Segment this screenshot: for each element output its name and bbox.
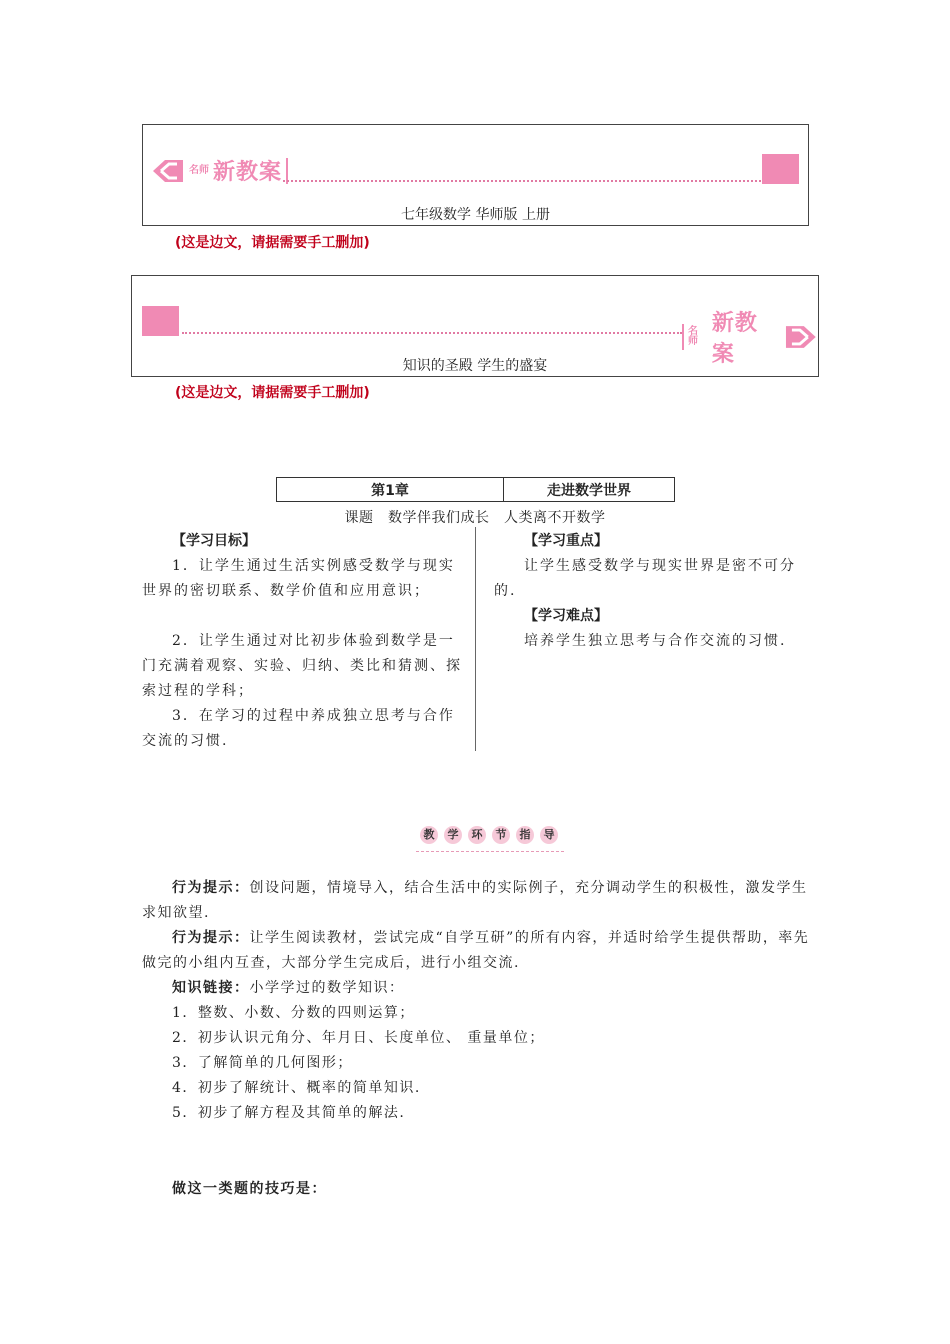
column-divider [475, 527, 476, 751]
tip-paragraph [142, 926, 810, 976]
knowledge-item: 3．了解简单的几何图形； [172, 1055, 353, 1071]
header-subtitle: 七年级数学 华师版 上册 [401, 207, 550, 223]
skill-prompt: 做这一类题的技巧是： [172, 1181, 327, 1197]
knowledge-item: 1．整数、小数、分数的四则运算； [172, 1005, 415, 1021]
knowledge-paragraph [142, 976, 810, 1001]
tip-text: 让学生阅读教材，尝试完成“自学互研”的所有内容，并适时给学生提供帮助，率先做完的小组内互查，大部分学生完成后，进行小组交流. [142, 930, 810, 971]
knowledge-item: 2．初步认识元角分、年月日、长度单位、 重量单位； [172, 1030, 545, 1046]
tips-section [142, 876, 810, 1126]
focus-text: 让学生感受数学与现实世界是密不可分的. [494, 558, 796, 599]
badge-char: 学 [444, 826, 462, 844]
logo-title: 新教案 [711, 311, 758, 367]
knowledge-item: 5．初步了解方程及其简单的解法. [172, 1105, 406, 1121]
tip-text: 创设问题，情境导入，结合生活中的实际例子，充分调动学生的积极性，激发学生求知欲望. [142, 880, 808, 921]
lesson-title: 课题 数学伴我们成长 人类离不开数学 [344, 510, 606, 526]
badge-underline [416, 851, 564, 852]
logo-small-text: 名师 [189, 164, 209, 176]
header-box-1 [142, 124, 809, 226]
difficulty-heading: 【学习难点】 [524, 608, 608, 624]
objectives-column [142, 529, 468, 754]
objectives-heading: 【学习目标】 [172, 533, 256, 549]
focus-heading: 【学习重点】 [524, 533, 608, 549]
objective-item: 1．让学生通过生活实例感受数学与现实世界的密切联系、数学价值和应用意识； [142, 558, 455, 599]
chapter-table [276, 477, 675, 502]
logo-mark-icon [151, 158, 185, 184]
badge-char: 教 [420, 826, 438, 844]
header-subtitle: 知识的圣殿 学生的盛宴 [402, 358, 548, 374]
logo-small-text: 名师 [687, 326, 698, 347]
tip-paragraph [142, 876, 810, 926]
focus-column [494, 529, 812, 654]
chapter-title: 走进数学世界 [547, 482, 631, 499]
badge-char: 环 [468, 826, 486, 844]
dotted-rule [182, 332, 682, 334]
logo-divider [682, 324, 684, 350]
margin-note: (这是边文，请据需要手工删加) [175, 385, 370, 401]
badge-char: 指 [516, 826, 534, 844]
brand-logo [151, 155, 288, 186]
pink-block [762, 154, 799, 184]
logo-title: 新教案 [213, 160, 283, 185]
knowledge-label: 知识链接： [172, 980, 250, 996]
header-box-2 [131, 275, 819, 377]
chapter-number: 第1章 [277, 478, 504, 501]
knowledge-item: 4．初步了解统计、概率的简单知识. [172, 1080, 421, 1096]
margin-note: (这是边文，请据需要手工删加) [175, 235, 370, 251]
badge-char: 导 [540, 826, 558, 844]
difficulty-text: 培养学生独立思考与合作交流的习惯. [524, 633, 787, 649]
tip-label: 行为提示： [172, 880, 250, 896]
logo-mark-icon [784, 324, 818, 350]
pink-block [142, 306, 179, 336]
objective-item: 3．在学习的过程中养成独立思考与合作交流的习惯. [142, 708, 455, 749]
dotted-rule [283, 180, 761, 182]
knowledge-text: 小学学过的数学知识： [249, 980, 405, 996]
badge-char: 节 [492, 826, 510, 844]
tip-label: 行为提示： [172, 930, 250, 946]
section-badge [420, 826, 558, 844]
objective-item: 2．让学生通过对比初步体验到数学是一门充满着观察、实验、归纳、类比和猜测、探索过程的学科； [142, 633, 462, 699]
